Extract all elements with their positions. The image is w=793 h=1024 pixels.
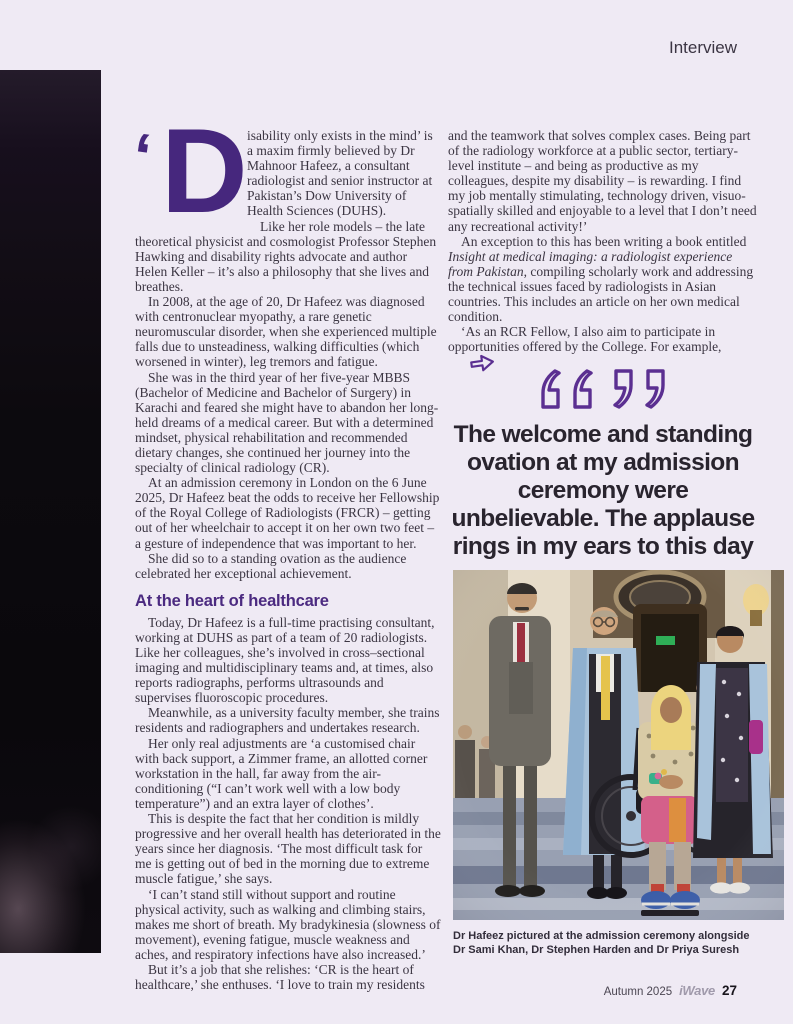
caption-line: Dr Hafeez pictured at the admission ceremony alongside — [453, 930, 750, 942]
paragraph: This is despite the fact that her condition is mildly progressive and her overall health has deteriorated in the years since her diagnosis. ‘The most difficult task for me is getting out of bed in the morning due to extreme muscle fatigue,’ she says. — [135, 811, 441, 887]
paragraph: Like her role models – the late theoretical physicist and cosmologist Professor Stephen Hawking and disability rights advocate and author Helen Keller – it’s also a philosophy that she lives and breathes. — [135, 218, 437, 294]
pull-quote-text: The welcome and standing ovation at my admission ceremony were unbelievable. The applause rings in my ears to this day — [451, 421, 755, 560]
paragraph: In 2008, at the age of 20, Dr Hafeez was diagnosed with centronuclear myopathy, a rare genetic neuromuscular disorder, when she experienced multiple falls due to unsteadiness, walking difficulties (which worsened in winter), leg tremors and fatigue. — [135, 294, 437, 370]
section-heading: At the heart of healthcare — [135, 591, 329, 610]
paragraph: She did so to a standing ovation as the audience celebrated her exceptional achievement. — [135, 550, 407, 581]
paragraph-text: , compiling scholarly work and addressing the technical issues faced by radiologists in Asian countries. This includes an article on her own medical condition. — [448, 263, 754, 325]
paragraph-text: ‘As an RCR Fellow, I also aim to participate in opportunities offered by the College. For example, — [448, 324, 722, 355]
article-column-right — [448, 128, 757, 378]
page-footer — [604, 983, 737, 998]
paragraph: ‘I can’t stand still without support and routine physical activity, such as walking and climbing stairs, makes me short of breath. My bradykinesia (slowness of movement), evening fatigue, muscle weakness and aches, and respiratory infections have also increased.’ — [135, 886, 441, 962]
page-kicker: Interview — [668, 38, 737, 57]
double-quotes-icon — [539, 368, 667, 415]
dropcap — [128, 104, 246, 238]
pull-quote — [446, 368, 760, 561]
paragraph: But it’s a job that she relishes: ‘CR is the heart of healthcare,’ she enthuses. ‘I love to train my residents — [135, 961, 425, 993]
book-title: Insight at medical imaging: a radiologist experience from Pakistan — [448, 248, 733, 279]
page-number: 27 — [721, 983, 737, 998]
paragraph: Today, Dr Hafeez is a full-time practising consultant, working at DUHS as part of a team of 20 radiologists. Like her colleagues, she’s involved in cross–sectional imaging and multidisciplinary teams and, at times, also reports radiographs, performs ultrasounds and supervises fluoroscopic procedures. — [135, 614, 435, 706]
paragraph: and the teamwork that solves complex cases. Being part of the radiology workforce at a public sector, tertiary-level institute – and being as productive as my colleagues, despite my disability – is rewarding. I find my job mentally stimulating, technology driven, visuo-spatially skilled and enjoyable to a level that I don’t need any recreational activity!’ — [448, 128, 757, 234]
paragraph-group — [135, 219, 441, 581]
left-edge-photo-strip — [0, 70, 101, 953]
dropcap-open-quote: ‘ — [128, 119, 156, 193]
footer-issue: Autumn 2025 — [603, 986, 673, 998]
article-column-left — [128, 104, 441, 993]
lede-paragraph — [128, 104, 441, 238]
magazine-logo: iWave — [679, 983, 715, 998]
paragraph-text: An exception to this has been writing a book entitled — [461, 233, 747, 249]
caption-line: Dr Sami Khan, Dr Stephen Harden and Dr Priya Suresh — [453, 944, 740, 956]
paragraph: She was in the third year of her five-year MBBS (Bachelor of Medicine and Bachelor of Surgery) in Karachi and feared she might have to abandon her long-held dreams of a medical career. But with a determined mindset, physical rehabilitation and recommended dietary changes, she continued her journey into the specialty of clinical radiology (CR). — [135, 369, 439, 476]
paragraph-group — [135, 615, 441, 992]
paragraph — [448, 234, 757, 325]
dropcap-letter: D — [161, 104, 246, 238]
paragraph: At an admission ceremony in London on the 6 June 2025, Dr Hafeez beat the odds to receive her Fellowship of the Royal College of Radiologists (FRCR) – getting out of her wheelchair to accept it on her own two feet – a gesture of independence that was important to her. — [135, 475, 440, 551]
ceremony-photo — [453, 570, 784, 920]
paragraph: Her only real adjustments are ‘a customised chair with back support, a Zimmer frame, an allotted corner workstation in the hall, far away from the air-conditioning (“I can’t work well with a low body temperature”) and an extra layer of clothes’. — [135, 735, 428, 811]
paragraph: Meanwhile, as a university faculty member, she trains residents and radiographers and undertakes research. — [135, 705, 440, 736]
ceremony-photo-graphic — [453, 570, 784, 920]
photo-caption — [453, 929, 773, 957]
lede-text: isability only exists in the mind’ is a maxim firmly believed by Dr Mahnoor Hafeez, a consultant radiologist and senior instructor at Pakistan’s Dow University of Health Sciences (DUHS). — [247, 128, 433, 219]
